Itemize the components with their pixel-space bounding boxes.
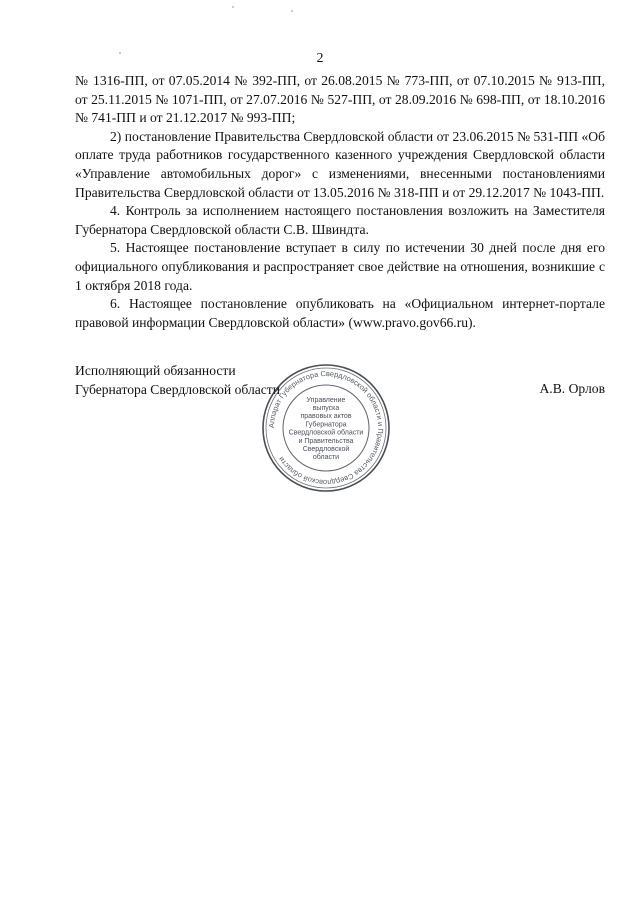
seal-center-line: правовых актов [300, 413, 352, 421]
page-number: 2 [316, 51, 324, 66]
seal-center-line: области [312, 454, 340, 462]
seal-center-line: Свердловской [302, 446, 350, 453]
paragraph-item-5: 5. Настоящее постановление вступает в силу по истечении 30 дней после дня его официального опубликования и распространяет свое действие на отношения, возникшие с 1 октября 2018 года. [75, 240, 605, 293]
official-seal [260, 362, 392, 494]
seal-icon [260, 362, 392, 494]
signatory-name: А.В. Орлов [539, 381, 605, 396]
seal-center-line: Свердловской области [288, 429, 364, 437]
scan-speck [232, 6, 234, 8]
paragraph-item-2: 2) постановление Правительства Свердловской области от 23.06.2015 № 531-ПП «Об оплате труда работников государственного казенного учреждения Свердловской области «Управление автомобильных дорог» с изменениями, внесенными постановлениями Правительства Свердловской области от 13.05.2016 № 318-ПП и от 29.12.2017 № 1043-ПП. [75, 128, 605, 200]
seal-center-line: Управление [306, 396, 346, 404]
scan-speck [291, 10, 293, 12]
seal-center-line: и Правительства [298, 437, 354, 445]
document-body [75, 72, 605, 332]
signatory-title-line-2: Губернатора Свердловской области [75, 381, 281, 397]
paragraph-continuation: № 1316-ПП, от 07.05.2014 № 392-ПП, от 26.08.2015 № 773-ПП, от 07.10.2015 № 913-ПП, от 25.11.2015 № 1071-ПП, от 27.07.2016 № 527-ПП, от 28.09.2016 № 698-ПП, от 18.10.2016 № 741-ПП и от 21.12.2017 № 993-ПП; [75, 73, 605, 126]
seal-ring-text: Аппарат Губернатора Свердловской области и Правительства Свердловской области [266, 368, 386, 488]
seal-center-line: выпуска [312, 405, 340, 412]
seal-center-text [289, 397, 364, 461]
signatory-title-line-1: Исполняющий обязанности [75, 363, 236, 378]
paragraph-item-4: 4. Контроль за исполнением настоящего постановления возложить на Заместителя Губернатора Свердловской области С.В. Швиндта. [75, 203, 605, 237]
paragraph-item-6: 6. Настоящее постановление опубликовать на «Официальном интернет-портале правовой информации Свердловской области» (www.pravo.gov66.ru). [75, 296, 605, 330]
scan-speck [119, 52, 121, 54]
seal-center-line: Губернатора [305, 421, 347, 429]
